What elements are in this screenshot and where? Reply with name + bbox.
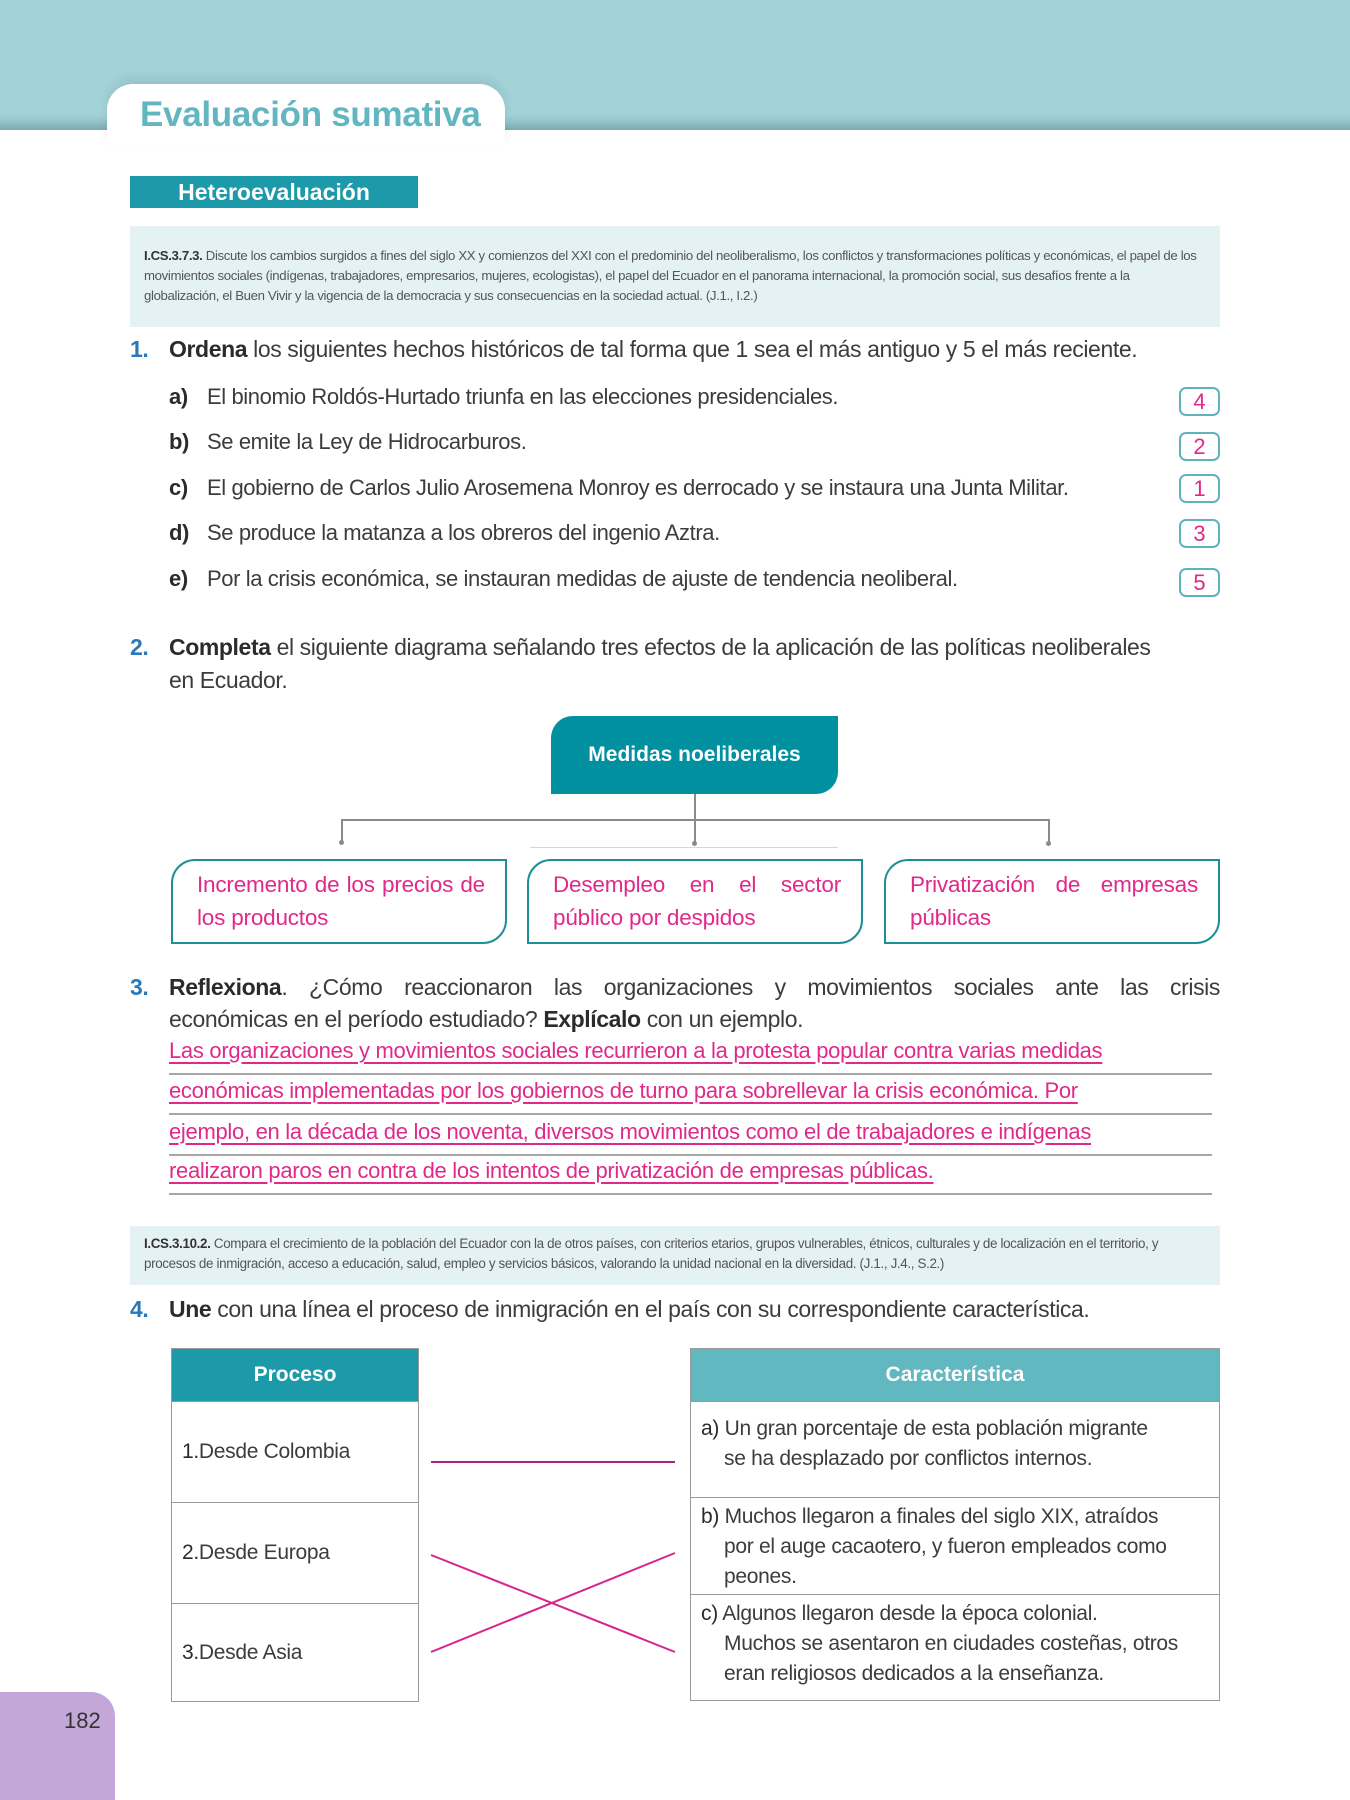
question-text-cont: en Ecuador.	[169, 667, 288, 693]
list-item: a) El binomio Roldós-Hurtado triunfa en las elecciones presidenciales.	[169, 384, 839, 409]
question-text: . ¿Cómo reaccionaron las organizaciones y movimientos sociales ante las crisis	[281, 974, 1220, 1000]
question-number: 1.	[130, 336, 149, 362]
answer-box[interactable]: 4	[1179, 387, 1220, 416]
table-row: 2. Desde Europa	[172, 1502, 418, 1603]
answer-box[interactable]: 3	[1179, 519, 1220, 548]
answer-box[interactable]: 2	[1179, 432, 1220, 461]
answer-line[interactable]: económicas implementadas por los gobiernos de turno para sobrellevar la crisis económica. Por	[169, 1074, 1212, 1115]
question-verb: Une	[169, 1296, 212, 1322]
effect-box[interactable]: Desempleo en el sector público por despidos	[527, 859, 863, 944]
section-label: Heteroevaluación	[130, 176, 418, 208]
effect-box[interactable]: Privatización de empresas públicas	[884, 859, 1220, 944]
competency-code: I.CS.3.10.2.	[144, 1236, 211, 1251]
question-number: 2.	[130, 634, 149, 660]
answer-line[interactable]: realizaron paros en contra de los intentos de privatización de empresas públicas.	[169, 1154, 1212, 1195]
answer-box[interactable]: 1	[1179, 474, 1220, 503]
diagram-root-box: Medidas noeliberales	[551, 716, 838, 794]
question-number: 3.	[130, 974, 149, 1000]
table-row: c) Algunos llegaron desde la época colonial. Muchos se asentaron en ciudades costeñas, otros eran religiosos dedicados a la enseñanza.	[691, 1594, 1219, 1700]
question-number: 4.	[130, 1296, 149, 1322]
competency-code: I.CS.3.7.3.	[144, 248, 203, 263]
list-item: b) Se emite la Ley de Hidrocarburos.	[169, 429, 527, 454]
table-row: b) Muchos llegaron a finales del siglo XIX, atraídos por el auge cacaotero, y fueron empleados como peones.	[691, 1497, 1219, 1594]
page-title: Evaluación sumativa	[140, 95, 481, 134]
question-verb: Ordena	[169, 336, 248, 362]
question-text: los siguientes hechos históricos de tal forma que 1 sea el más antiguo y 5 el más reciente.	[247, 336, 1138, 362]
question-text-cont: económicas en el período estudiado? Explícalo con un ejemplo.	[169, 1006, 804, 1032]
table-header: Proceso	[172, 1349, 418, 1401]
question-text: el siguiente diagrama señalando tres efectos de la aplicación de las políticas neoliberales	[270, 634, 1151, 660]
list-item: e) Por la crisis económica, se instauran medidas de ajuste de tendencia neoliberal.	[169, 566, 958, 591]
competency-text: Compara el crecimiento de la población del Ecuador con la de otros países, con criterios etarios, grupos vulnerables, étnicos, culturales y de localización en el territorio, y procesos de inmigración, acceso a educación, salud, empleo y servicios básicos, valorando la unidad nacional en la diversidad. (J.1., J.4., S.2.)	[144, 1236, 1159, 1271]
effect-box[interactable]: Incremento de los precios de los productos	[171, 859, 507, 944]
competency-text: Discute los cambios surgidos a fines del siglo XX y comienzos del XXI con el predominio del neoliberalismo, los conflictos y transformaciones políticas y económicas, el papel de los movimientos sociales (indígenas, trabajadores, empresarios, mujeres, ecologistas), el papel del Ecuador en el panorama internacional, la promoción social, sus desafíos frente a la globalización, el Buen Vivir y la vigencia de la democracia y sus consecuencias en la sociedad actual. (J.1., I.2.)	[144, 248, 1197, 303]
answer-box[interactable]: 5	[1179, 568, 1220, 597]
list-item: c) El gobierno de Carlos Julio Arosemena Monroy es derrocado y se instaura una Junta Militar.	[169, 475, 1069, 500]
answer-line[interactable]: Las organizaciones y movimientos sociales recurrieron a la protesta popular contra varias medidas	[169, 1034, 1212, 1075]
table-row: a) Un gran porcentaje de esta población migrante se ha desplazado por conflictos internos.	[691, 1401, 1219, 1497]
question-verb: Reflexiona	[169, 974, 282, 1000]
list-item: d) Se produce la matanza a los obreros del ingenio Aztra.	[169, 520, 720, 545]
answer-line[interactable]: ejemplo, en la década de los noventa, diversos movimientos como el de trabajadores e indígenas	[169, 1115, 1212, 1156]
table-row: 3. Desde Asia	[172, 1603, 418, 1701]
question-text: con una línea el proceso de inmigración en el país con su correspondiente característica.	[211, 1296, 1090, 1322]
table-row: 1. Desde Colombia	[172, 1401, 418, 1502]
table-header: Característica	[691, 1349, 1219, 1401]
page-number: 182	[64, 1708, 101, 1733]
question-verb: Completa	[169, 634, 271, 660]
